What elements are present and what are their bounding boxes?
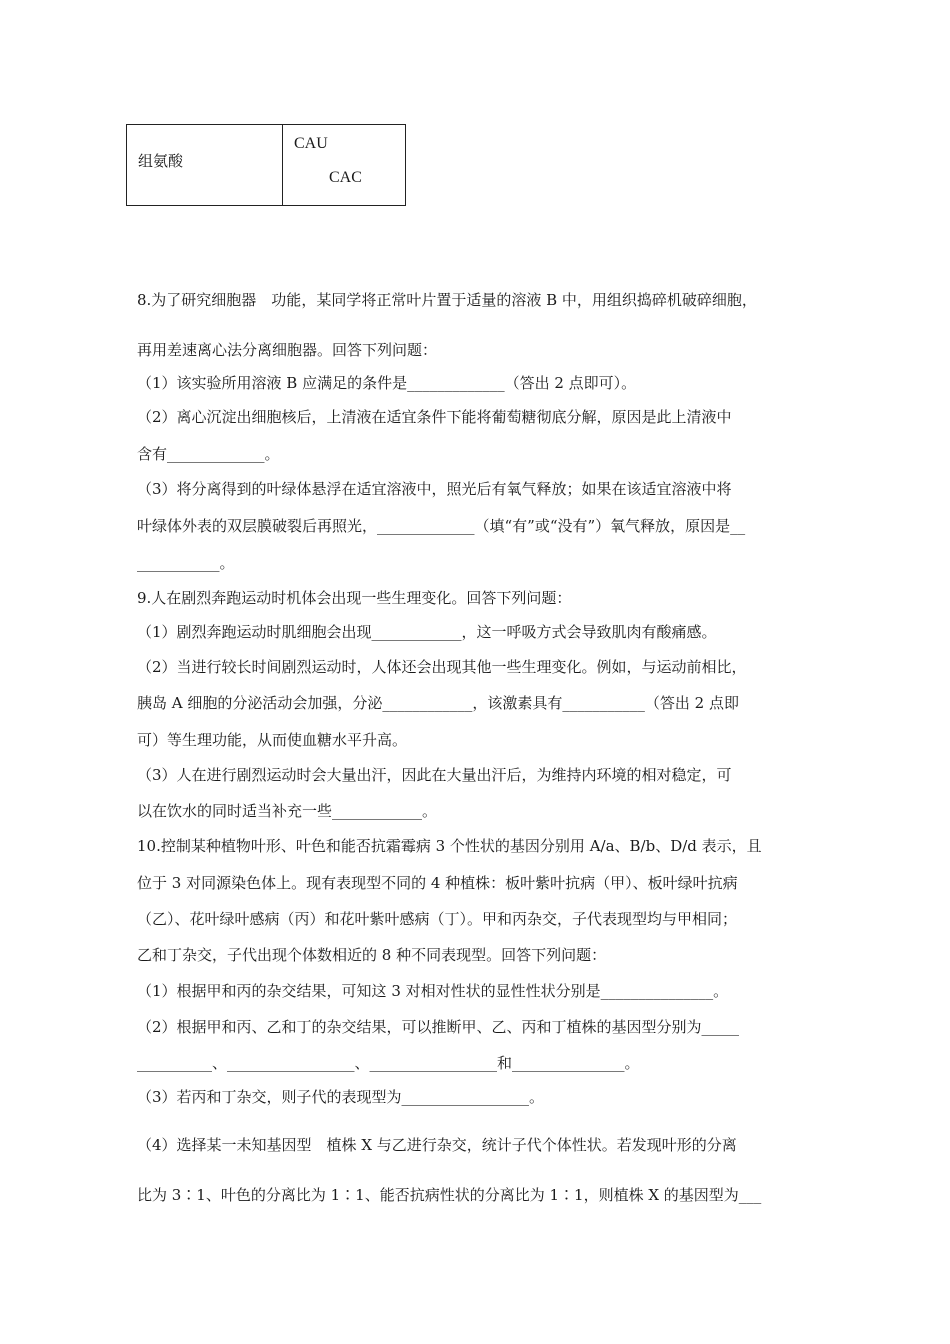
text-line: 含有_____________。 bbox=[137, 445, 280, 463]
text-line: 可）等生理功能，从而使血糖水平升高。 bbox=[137, 731, 408, 749]
text-line: 8.为了研究细胞器 功能，某同学将正常叶片置于适量的溶液 B 中，用组织捣碎机破碎细胞， bbox=[137, 291, 757, 309]
text-line: 10.控制某种植物叶形、叶色和能否抗霜霉病 3 个性状的基因分别用 A/a、B/b、D/d 表示，且 bbox=[137, 837, 762, 855]
text-line: （3）若丙和丁杂交，则子代的表现型为_________________。 bbox=[137, 1088, 545, 1106]
text-line: （2）根据甲和丙、乙和丁的杂交结果，可以推断甲、乙、丙和丁植株的基因型分别为_____ bbox=[137, 1018, 740, 1036]
text-line: （1）该实验所用溶液 B 应满足的条件是_____________（答出 2 点即可）。 bbox=[137, 374, 637, 392]
text-line: 比为 3∶1、叶色的分离比为 1∶1、能否抗病性状的分离比为 1∶1，则植株 X 的基因型为___ bbox=[137, 1186, 762, 1204]
text-line: __________、_________________、_________________和_______________。 bbox=[137, 1054, 640, 1072]
codon-table bbox=[126, 124, 406, 206]
text-line: ___________。 bbox=[137, 554, 235, 572]
text-line: （3）将分离得到的叶绿体悬浮在适宜溶液中，照光后有氧气释放；如果在该适宜溶液中将 bbox=[137, 480, 732, 498]
codon-1: CAU bbox=[294, 135, 328, 152]
amino-acid-cell bbox=[127, 125, 283, 206]
text-line: （2）离心沉淀出细胞核后，上清液在适宜条件下能将葡萄糖彻底分解，原因是此上清液中 bbox=[137, 408, 732, 426]
text-line: （1）根据甲和丙的杂交结果，可知这 3 对相对性状的显性性状分别是_______________。 bbox=[137, 982, 729, 1000]
text-line: 乙和丁杂交，子代出现个体数相近的 8 种不同表现型。回答下列问题： bbox=[137, 946, 607, 964]
text-line: （3）人在进行剧烈运动时会大量出汗，因此在大量出汗后，为维持内环境的相对稳定，可 bbox=[137, 766, 732, 784]
text-line: （2）当进行较长时间剧烈运动时，人体还会出现其他一些生理变化。例如，与运动前相比， bbox=[137, 658, 747, 676]
text-line: 以在饮水的同时适当补充一些____________。 bbox=[137, 802, 438, 820]
codon-2: CAC bbox=[329, 169, 362, 186]
text-line: （乙）、花叶绿叶感病（丙）和花叶紫叶感病（丁）。甲和丙杂交，子代表现型均与甲相同； bbox=[137, 910, 738, 928]
text-line: 位于 3 对同源染色体上。现有表现型不同的 4 种植株：板叶紫叶抗病（甲）、板叶绿叶抗病 bbox=[137, 874, 738, 892]
text-line: （4）选择某一未知基因型 植株 X 与乙进行杂交，统计子代个体性状。若发现叶形的分离 bbox=[137, 1136, 737, 1154]
text-line: 9.人在剧烈奔跑运动时机体会出现一些生理变化。回答下列问题： bbox=[137, 589, 572, 607]
text-line: 再用差速离心法分离细胞器。回答下列问题： bbox=[137, 341, 438, 359]
amino-acid-name: 组氨酸 bbox=[138, 152, 184, 170]
text-line: 叶绿体外表的双层膜破裂后再照光，_____________（填“有”或“没有”）氧气释放，原因是__ bbox=[137, 517, 746, 535]
text-line: （1）剧烈奔跑运动时肌细胞会出现____________，这一呼吸方式会导致肌肉有酸痛感。 bbox=[137, 623, 717, 641]
text-line: 胰岛 A 细胞的分泌活动会加强，分泌____________，该激素具有___________（答出 2 点即 bbox=[137, 694, 739, 712]
codon-cell bbox=[283, 125, 406, 206]
